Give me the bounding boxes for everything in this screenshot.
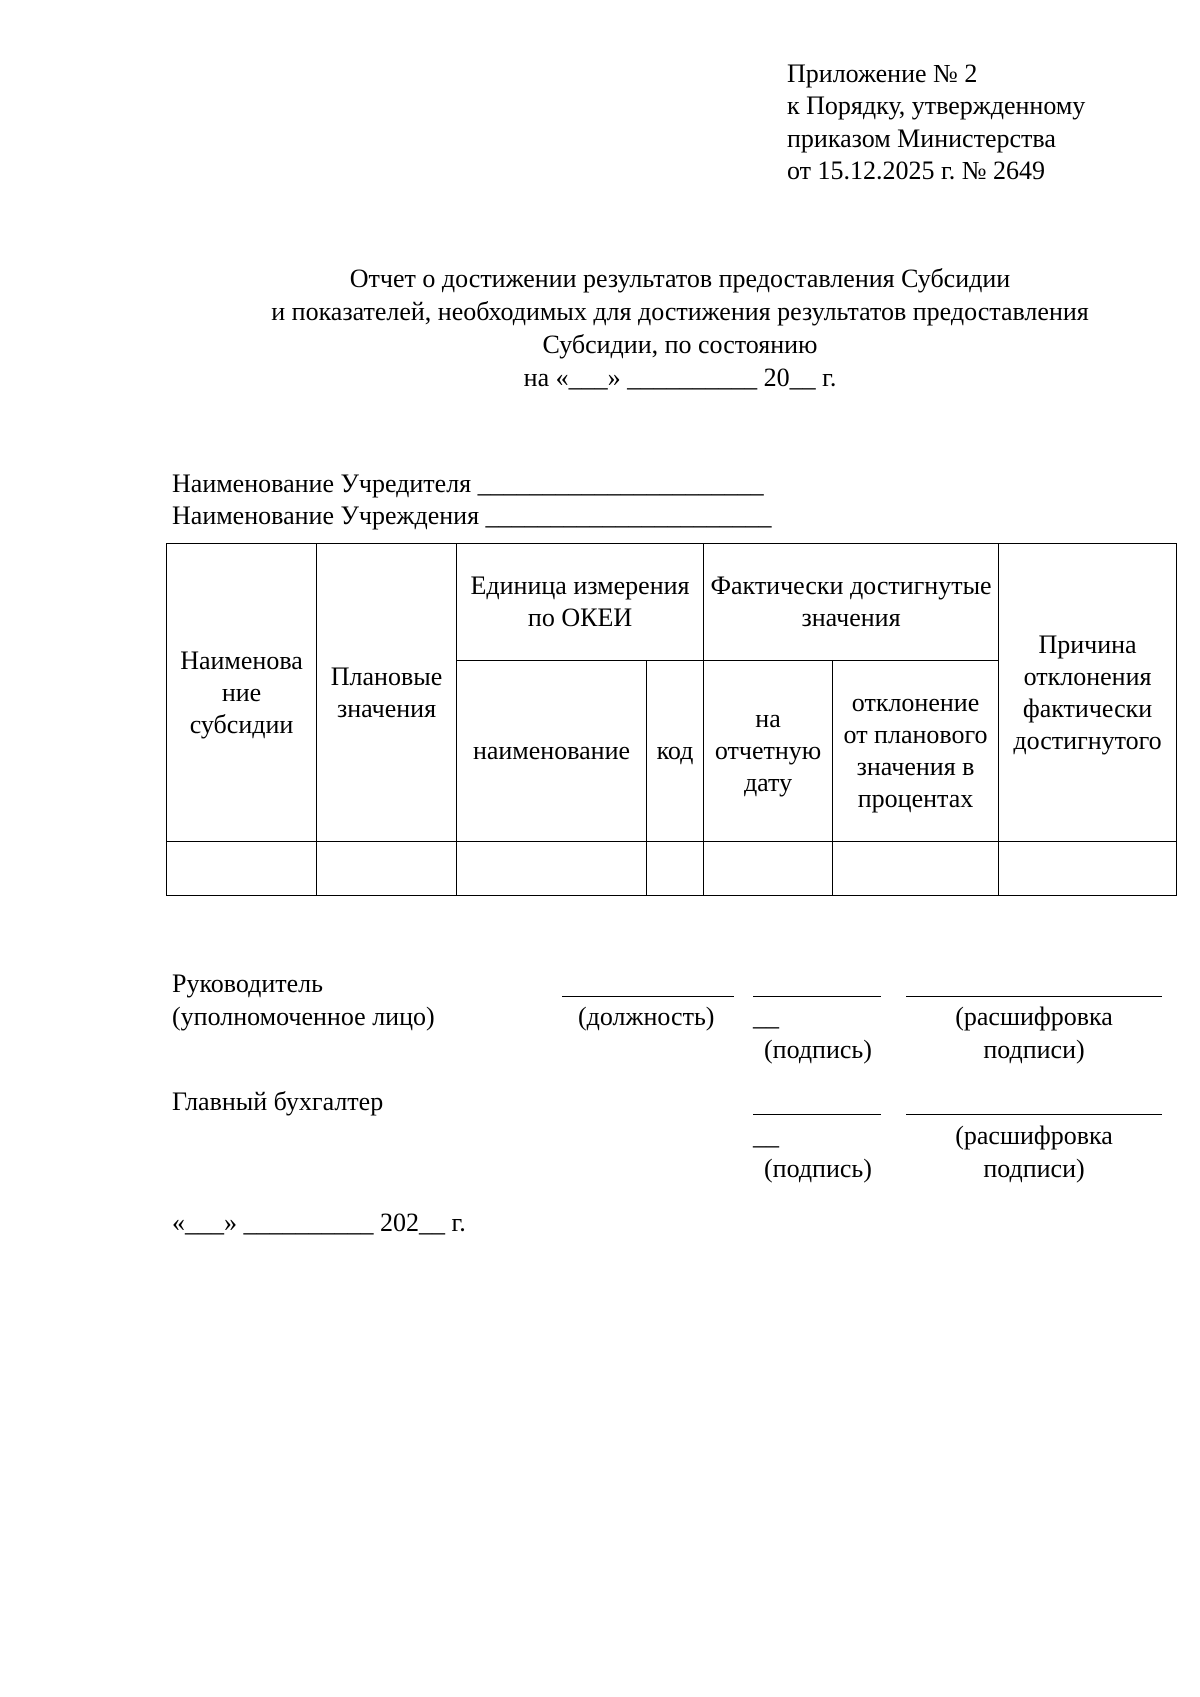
decoding-caption-line-1: (расшифровка [955, 1002, 1113, 1031]
head-sublabel: (уполномоченное лицо) [172, 1002, 435, 1031]
head-label: Руководитель [172, 969, 323, 998]
accountant-signature-caption: (подпись) [764, 1154, 872, 1183]
title-line-4: на «___» __________ 20__ г. [523, 363, 837, 392]
header-unit-code: код [647, 661, 704, 842]
header-subsidy-name: Наименова ние субсидии [167, 544, 317, 842]
founder-field: Наименование Учредителя ______________________ [172, 469, 764, 498]
title-line-1: Отчет о достижении результатов предоставления Субсидии [349, 264, 1011, 293]
signature-dash: __ [753, 1002, 779, 1031]
decoding-line [906, 996, 1162, 997]
accountant-label: Главный бухгалтер [172, 1087, 384, 1116]
report-table [166, 543, 1177, 896]
header-deviation-reason: Причина отклонения фактически достигнутого [999, 544, 1177, 842]
cell-subsidy-name[interactable] [167, 842, 317, 896]
cell-fact-deviation[interactable] [833, 842, 999, 896]
annex-line-2: к Порядку, утвержденному [787, 91, 1086, 120]
annex-line-3: приказом Министерства [787, 124, 1056, 153]
position-caption: (должность) [578, 1002, 715, 1031]
header-unit-group: Единица измерения по ОКЕИ [457, 544, 704, 661]
report-title [160, 262, 1200, 394]
signature-caption: (подпись) [764, 1035, 872, 1064]
title-line-3: Субсидии, по состоянию [542, 330, 818, 359]
header-fact-date: на отчетную дату [704, 661, 833, 842]
header-fact-deviation: отклонение от планового значения в процентах [833, 661, 999, 842]
position-line [562, 996, 734, 997]
title-line-2: и показателей, необходимых для достижения результатов предоставления [271, 297, 1089, 326]
decoding-caption-line-2: подписи) [983, 1035, 1085, 1064]
cell-unit-code[interactable] [647, 842, 704, 896]
accountant-signature-line [753, 1114, 881, 1115]
institution-field: Наименование Учреждения ______________________ [172, 501, 772, 530]
accountant-decoding-caption-line-2: подписи) [983, 1154, 1085, 1183]
accountant-signature-dash: __ [753, 1121, 779, 1150]
cell-unit-name[interactable] [457, 842, 647, 896]
header-fact-group: Фактически достигнутые значения [704, 544, 999, 661]
table-row [167, 842, 1177, 896]
annex-line-1: Приложение № 2 [787, 59, 978, 88]
cell-plan-values[interactable] [317, 842, 457, 896]
header-unit-name: наименование [457, 661, 647, 842]
annex-line-4: от 15.12.2025 г. № 2649 [787, 156, 1046, 185]
document-date: «___» __________ 202__ г. [172, 1208, 466, 1237]
signature-line [753, 996, 881, 997]
accountant-decoding-caption-line-1: (расшифровка [955, 1121, 1113, 1150]
accountant-decoding-line [906, 1114, 1162, 1115]
cell-fact-date[interactable] [704, 842, 833, 896]
cell-deviation-reason[interactable] [999, 842, 1177, 896]
header-plan-values: Плановые значения [317, 544, 457, 842]
